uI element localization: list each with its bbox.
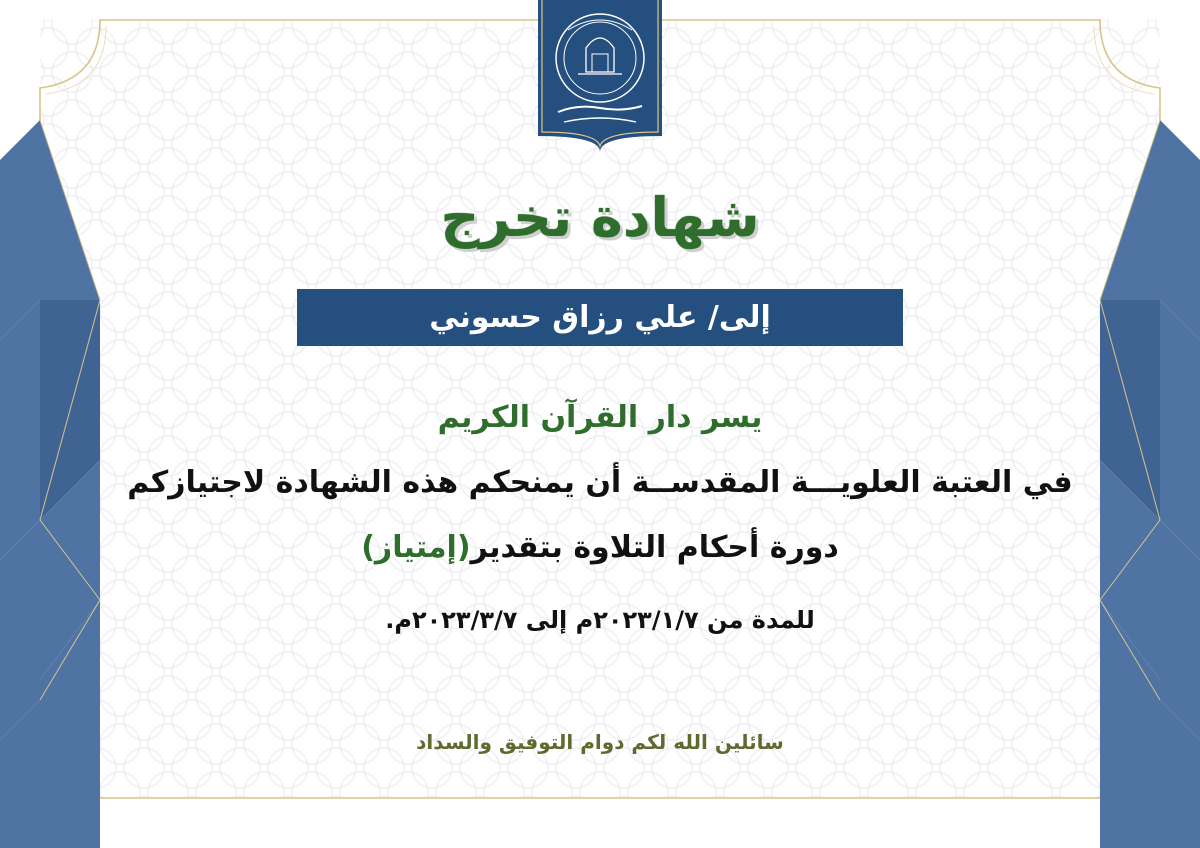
course-line — [100, 525, 1100, 571]
recipient-name: إلى/ علي رزاق حسوني — [297, 289, 903, 346]
period-line: للمدة من ٢٠٢٣/١/٧م إلى ٢٠٢٣/٣/٧م. — [385, 606, 815, 634]
course-grade: (إمتياز) — [361, 530, 471, 565]
closing-line: سائلين الله لكم دوام التوفيق والسداد — [416, 730, 784, 754]
holy-shrine-emblem-icon — [538, 0, 662, 152]
award-line: في العتبة العلويـــة المقدســة أن يمنحكم هذه الشهادة لاجتيازكم — [127, 465, 1073, 500]
certificate-title: شهادة تخرج — [440, 186, 760, 249]
issuer-line: يسر دار القرآن الكريم — [437, 400, 763, 435]
course-name: دورة أحكام التلاوة بتقدير — [470, 530, 839, 565]
